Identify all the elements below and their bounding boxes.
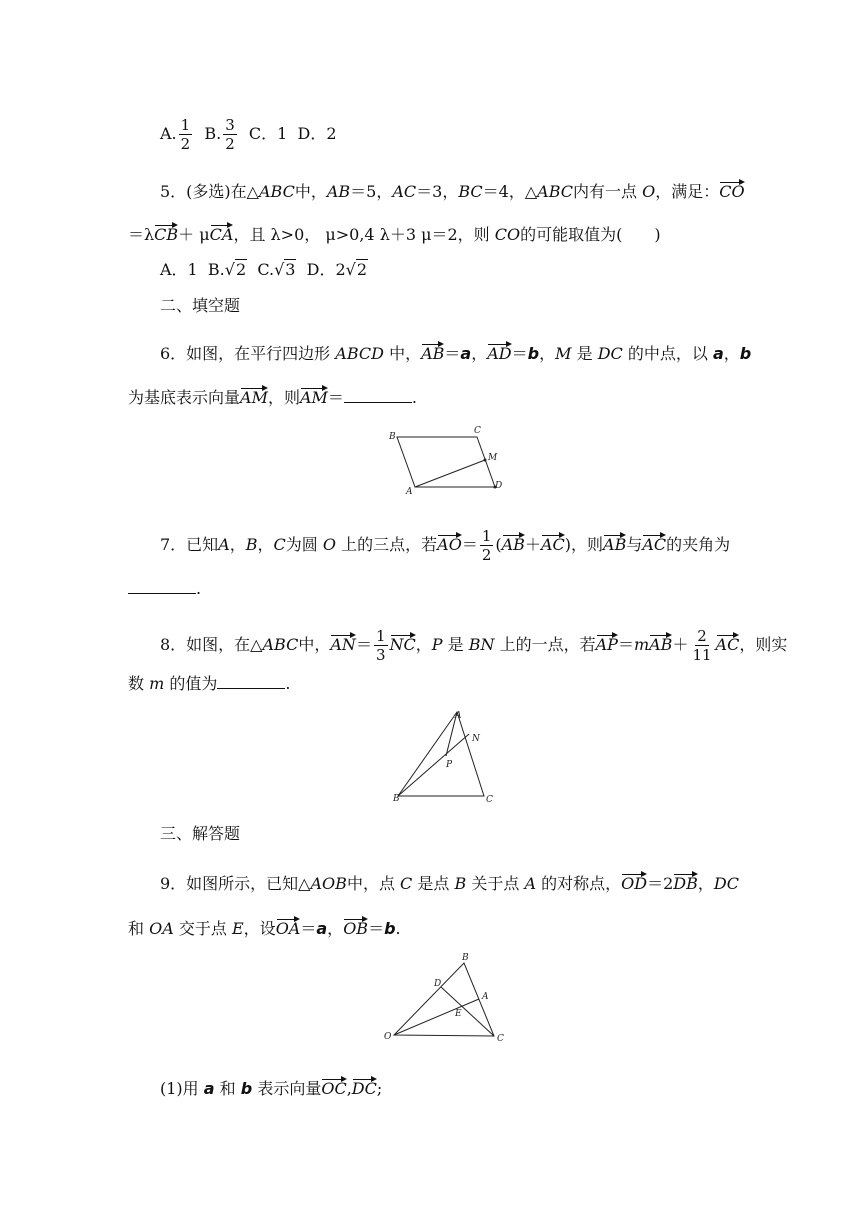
q6-line-1 — [160, 340, 751, 365]
q5-text: 中， — [294, 182, 327, 201]
q6-var: M — [555, 344, 572, 363]
vector-ab: AB — [603, 531, 626, 553]
q9-text: 中，点 — [346, 874, 395, 893]
q9-text: 关于点 — [471, 874, 520, 893]
q4-option-b-label: B. — [204, 124, 222, 143]
q7-var: B — [245, 535, 258, 554]
q5-var: ABC — [258, 182, 295, 201]
q5-line-1 — [160, 178, 745, 203]
q6-var: DC — [597, 344, 623, 363]
vector-ob: OB — [343, 915, 368, 937]
q5-text: ＝3， — [416, 182, 459, 201]
label-b: B — [393, 794, 400, 804]
fraction-numerator: 1 — [180, 116, 191, 134]
fraction — [690, 627, 713, 664]
label-a: A — [406, 487, 413, 497]
q9-text: ; — [376, 1079, 383, 1098]
q7-text: ＝ — [461, 535, 478, 554]
q5-text: 5．(多选)在△ — [160, 182, 259, 201]
q6-bold-var: b — [527, 344, 540, 363]
q7-text: 的夹角为 — [666, 535, 731, 554]
vector-ca: CA — [210, 221, 234, 243]
q5-option-b-label: B. — [207, 260, 225, 279]
q9-text: 9．如图所示，已知△ — [160, 874, 311, 893]
q6-var: ABCD — [335, 344, 384, 363]
q4-option-c: C．1 — [248, 124, 288, 143]
radicand: 3 — [285, 260, 296, 279]
q7-line-2 — [128, 578, 201, 600]
vector-nc: NC — [390, 631, 416, 653]
q7-text: 7．已知 — [160, 535, 219, 554]
q5-var: O — [642, 182, 656, 201]
vector-oa: OA — [276, 915, 301, 937]
q9-var: A — [524, 874, 537, 893]
q9-text: ＝ — [300, 919, 317, 938]
label-m: M — [488, 453, 498, 463]
q8-text: ， — [415, 635, 432, 654]
vector-ab: AB — [649, 631, 672, 653]
q7-text: ＋ — [524, 535, 541, 554]
q7-text: ， — [229, 535, 246, 554]
q9-var: AOB — [310, 874, 347, 893]
q9-text: 交于点 — [178, 919, 227, 938]
q7-var: C — [273, 535, 286, 554]
fraction-denominator: 11 — [692, 646, 712, 664]
vector-od: OD — [621, 870, 647, 892]
vector-oc: OC — [321, 1075, 346, 1097]
q6-text: ＝ — [444, 344, 461, 363]
q7-var: A — [218, 535, 230, 554]
q7-text: . — [196, 579, 202, 598]
q9-text: ，设 — [243, 919, 276, 938]
q8-text: ，则实 — [739, 635, 788, 654]
fraction — [480, 527, 494, 564]
q8-line-2 — [128, 673, 290, 695]
q9-text: ＝2 — [647, 874, 674, 893]
label-o: O — [384, 1032, 392, 1042]
q9-bold-var: b — [240, 1079, 253, 1098]
q4-option-a-fraction — [179, 116, 193, 153]
sqrt-symbol: √2 — [345, 260, 368, 279]
vector-an: AN — [330, 631, 356, 653]
q9-text: ， — [697, 874, 714, 893]
label-e: E — [455, 1009, 462, 1019]
fraction-denominator: 3 — [375, 646, 386, 664]
q8-text: 中， — [298, 635, 331, 654]
q9-text: 表示向量 — [257, 1079, 322, 1098]
q8-text: 上的一点，若 — [499, 635, 596, 654]
q8-text: ＋ — [672, 635, 689, 654]
q6-text: 是 — [576, 344, 593, 363]
vector-co: CO — [719, 178, 744, 200]
q9-var: B — [454, 874, 467, 893]
vector-db: DB — [673, 870, 698, 892]
fraction-numerator: 2 — [697, 627, 707, 645]
q9-text: 和 — [219, 1079, 236, 1098]
q8-text: 的值为 — [169, 674, 218, 693]
q5-option-a: A．1 — [160, 260, 198, 279]
sqrt-symbol: √2 — [224, 260, 247, 279]
label-d: D — [434, 979, 442, 989]
q8-text: 8．如图，在△ — [160, 635, 263, 654]
q9-var: E — [231, 919, 244, 938]
q5-var: CO — [494, 225, 521, 244]
answer-blank — [344, 388, 412, 403]
q9-var: C — [400, 874, 413, 893]
section-heading-solutions: 三、解答题 — [160, 824, 241, 843]
label-c: C — [474, 426, 481, 436]
vector-ab: AB — [502, 531, 525, 553]
fraction-denominator: 2 — [225, 135, 235, 153]
q6-text: ， — [539, 344, 556, 363]
q5-var: BC — [458, 182, 483, 201]
fraction-numerator: 1 — [375, 627, 386, 645]
vector-ac: AC — [541, 531, 565, 553]
label-n: N — [472, 734, 480, 744]
q6-text: 的中点，以 — [627, 344, 708, 363]
q4-option-a-label: A. — [160, 124, 177, 143]
q9-line-1 — [160, 870, 739, 895]
q7-text: 上的三点，若 — [341, 535, 438, 554]
q8-text: 数 — [128, 674, 145, 693]
q8-text: . — [285, 674, 291, 693]
q7-text: ( — [495, 535, 502, 554]
triangle-abc-figure — [390, 706, 505, 806]
q7-text: ) — [564, 535, 571, 554]
triangle-abc — [398, 712, 484, 796]
q6-bold-var: a — [712, 344, 724, 363]
q5-options — [160, 259, 368, 281]
fraction-numerator: 3 — [225, 116, 235, 134]
q8-var: m — [633, 635, 650, 654]
q9-text: (1)用 — [160, 1079, 199, 1098]
q8-text: ＝ — [355, 635, 372, 654]
vector-dc: DC — [352, 1075, 377, 1097]
q5-option-c-label: C. — [257, 260, 275, 279]
q5-line-2 — [128, 221, 661, 246]
q9-line-2 — [128, 915, 401, 940]
q6-bold-var: b — [739, 344, 752, 363]
sqrt-symbol: √3 — [274, 260, 296, 279]
q8-text: 是 — [447, 635, 464, 654]
fraction-denominator: 2 — [481, 546, 492, 564]
q7-var: O — [322, 535, 337, 554]
q8-var: P — [431, 635, 443, 654]
q6-line-2 — [128, 384, 417, 409]
q9-text: ， — [327, 919, 344, 938]
q5-text: ＋ μ — [178, 225, 210, 244]
q6-text: 中， — [389, 344, 422, 363]
label-c: C — [486, 795, 493, 805]
q5-var: AC — [392, 182, 417, 201]
q5-text: ＝5， — [350, 182, 393, 201]
segment-am — [415, 460, 485, 487]
label-p: P — [446, 760, 453, 770]
q9-var: OA — [149, 919, 174, 938]
q6-text: ＝ — [327, 388, 344, 407]
q8-var: m — [149, 674, 165, 693]
q6-text: 为基底表示向量 — [128, 388, 241, 407]
point-m — [484, 459, 487, 462]
answer-blank — [217, 674, 285, 689]
q6-text: 6．如图，在平行四边形 — [160, 344, 331, 363]
q9-text: . — [395, 919, 401, 938]
answer-blank — [128, 579, 196, 594]
q9-text: 和 — [128, 919, 145, 938]
q8-line-1 — [160, 627, 787, 664]
vector-ad: AD — [487, 340, 511, 362]
q5-option-d-label: D．2 — [306, 260, 346, 279]
q7-line-1 — [160, 527, 730, 564]
q5-var: ABC — [537, 182, 573, 201]
q7-text: ， — [257, 535, 274, 554]
q6-bold-var: a — [460, 344, 472, 363]
q5-text: 的可能取值为( ) — [520, 225, 661, 244]
fraction — [374, 627, 388, 664]
vector-am: AM — [300, 384, 328, 406]
q6-text: . — [411, 388, 418, 407]
vector-cb: CB — [154, 221, 178, 243]
q9-bold-var: a — [316, 919, 328, 938]
q5-text: 内有一点 — [573, 182, 638, 201]
parallelogram-figure — [380, 422, 510, 498]
fraction-denominator: 2 — [180, 135, 191, 153]
q5-text: ＝4，△ — [482, 182, 538, 201]
label-b: B — [462, 953, 469, 963]
q4-option-b-fraction — [223, 116, 237, 153]
radicand: 2 — [235, 260, 247, 279]
q8-text: ＝ — [617, 635, 634, 654]
segment-oa — [394, 999, 479, 1035]
vector-ac: AC — [642, 531, 666, 553]
vector-ap: AP — [596, 631, 618, 653]
q7-text: 与 — [626, 535, 643, 554]
vector-am: AM — [240, 384, 268, 406]
q4-option-d: D．2 — [297, 124, 337, 143]
q9-text: , — [346, 1079, 352, 1098]
label-b: B — [389, 432, 396, 442]
q9-text: 是点 — [417, 874, 450, 893]
vector-ao: AO — [437, 531, 462, 553]
label-d: D — [495, 481, 503, 491]
label-a: A — [482, 992, 489, 1002]
q6-text: ， — [471, 344, 488, 363]
q6-text: ， — [723, 344, 740, 363]
q7-text: 为圆 — [285, 535, 318, 554]
segment-bn — [398, 734, 469, 796]
q5-var: AB — [326, 182, 351, 201]
q5-text: ，满足： — [655, 182, 720, 201]
q9-text: ＝ — [368, 919, 385, 938]
q8-var: ABC — [262, 635, 299, 654]
q5-text: ，且 λ>0， μ>0,4 λ＋3 μ＝2，则 — [233, 225, 490, 244]
q9-var: DC — [713, 874, 739, 893]
q7-text: ，则 — [571, 535, 604, 554]
vector-ab: AB — [421, 340, 444, 362]
q9-bold-var: b — [384, 919, 396, 938]
q4-options — [160, 116, 337, 153]
q8-var: BN — [468, 635, 495, 654]
fraction-numerator: 1 — [481, 527, 492, 545]
vector-ac: AC — [716, 631, 740, 653]
q9-subquestion-1 — [160, 1075, 382, 1100]
radicand: 2 — [356, 260, 368, 279]
section-heading-fill-in: 二、填空题 — [160, 296, 241, 315]
q9-text: 的对称点， — [541, 874, 622, 893]
q6-text: ，则 — [267, 388, 300, 407]
q9-bold-var: a — [203, 1079, 215, 1098]
triangle-aob-figure — [380, 952, 510, 1046]
q5-text: ＝λ — [128, 225, 155, 244]
label-c: C — [497, 1034, 504, 1044]
q6-text: ＝ — [511, 344, 528, 363]
label-a: A — [455, 711, 462, 721]
